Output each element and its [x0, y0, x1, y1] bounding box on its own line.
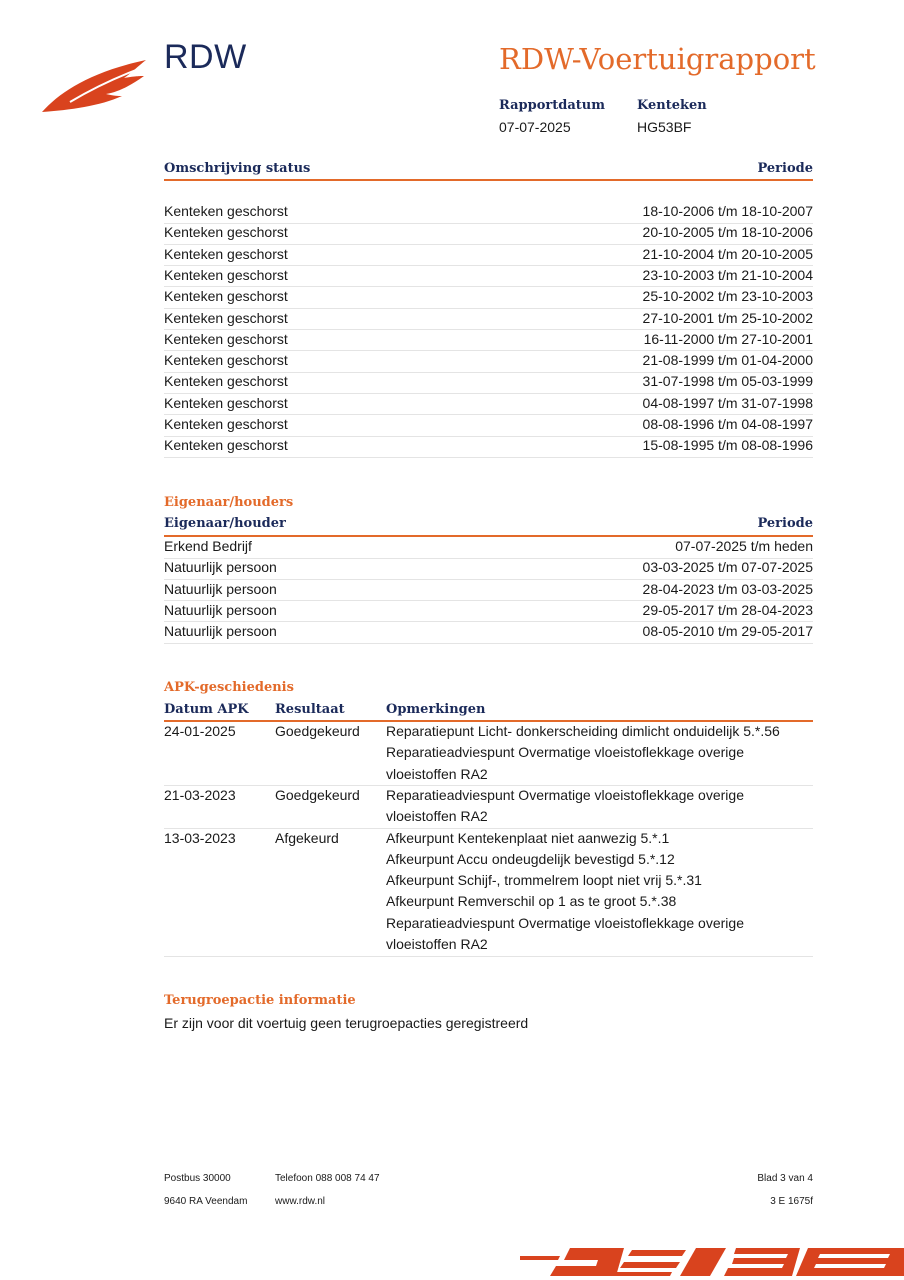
status-description: Kenteken geschorst — [164, 266, 288, 283]
status-header-rule — [164, 179, 813, 181]
apk-col-result: Resultaat — [275, 702, 345, 717]
owners-col-period: Periode — [757, 516, 813, 531]
apk-remark: Reparatieadviespunt Overmatige vloeistoflekkage overige — [386, 744, 744, 761]
owner-period: 03-03-2025 t/m 07-07-2025 — [642, 559, 813, 576]
apk-result: Goedgekeurd — [275, 723, 360, 739]
footer-code: 3 E 1675f — [770, 1196, 813, 1207]
status-period: 15-08-1995 t/m 08-08-1996 — [642, 437, 813, 454]
apk-result: Goedgekeurd — [275, 786, 360, 803]
status-description: Kenteken geschorst — [164, 224, 288, 241]
status-description: Kenteken geschorst — [164, 437, 288, 454]
report-date: 07-07-2025 — [499, 119, 571, 135]
owners-section-title: Eigenaar/houders — [164, 495, 294, 510]
status-period: 16-11-2000 t/m 27-10-2001 — [643, 330, 813, 347]
apk-col-remarks: Opmerkingen — [386, 702, 486, 717]
status-period: 27-10-2001 t/m 25-10-2002 — [642, 309, 813, 326]
apk-date: 13-03-2023 — [164, 829, 236, 846]
owners-header-rule — [164, 535, 813, 537]
apk-date: 24-01-2025 — [164, 723, 236, 739]
status-period: 18-10-2006 t/m 18-10-2007 — [642, 203, 813, 219]
owner-period: 28-04-2023 t/m 03-03-2025 — [642, 580, 813, 597]
logo-text: RDW — [164, 38, 247, 76]
apk-date: 21-03-2023 — [164, 786, 236, 803]
status-row-divider — [164, 457, 813, 458]
status-col-period: Periode — [757, 161, 813, 176]
status-period: 20-10-2005 t/m 18-10-2006 — [642, 224, 813, 241]
footer-phone: Telefoon 088 008 74 47 — [275, 1173, 380, 1184]
plate-label: Kenteken — [637, 98, 707, 113]
status-description: Kenteken geschorst — [164, 416, 288, 432]
status-description: Kenteken geschorst — [164, 309, 288, 326]
recall-section-title: Terugroepactie informatie — [164, 993, 356, 1008]
plate-number: HG53BF — [637, 119, 692, 135]
owner-name: Natuurlijk persoon — [164, 623, 277, 640]
owner-row-divider — [164, 643, 813, 644]
apk-remark: Afkeurpunt Kentekenplaat niet aanwezig 5.*.1 — [386, 829, 670, 846]
apk-remark: Reparatieadviespunt Overmatige vloeistoflekkage overige — [386, 914, 744, 931]
footer-city: 9640 RA Veendam — [164, 1196, 248, 1207]
apk-remark: vloeistoffen RA2 — [386, 765, 488, 782]
apk-header-rule — [164, 720, 813, 722]
owner-name: Natuurlijk persoon — [164, 601, 277, 618]
apk-result: Afgekeurd — [275, 829, 339, 846]
footer-page-number: Blad 3 van 4 — [757, 1173, 813, 1184]
status-description: Kenteken geschorst — [164, 245, 288, 262]
apk-remark: Afkeurpunt Accu ondeugdelijk bevestigd 5.*.12 — [386, 850, 675, 867]
owner-name: Natuurlijk persoon — [164, 559, 277, 576]
owner-period: 29-05-2017 t/m 28-04-2023 — [642, 601, 813, 618]
apk-remark: vloeistoffen RA2 — [386, 936, 488, 952]
apk-remark: Afkeurpunt Remverschil op 1 as te groot 5.*.38 — [386, 893, 677, 910]
status-description: Kenteken geschorst — [164, 203, 288, 219]
owner-name: Erkend Bedrijf — [164, 538, 252, 554]
status-period: 31-07-1998 t/m 05-03-1999 — [642, 373, 813, 390]
footer-website[interactable]: www.rdw.nl — [275, 1196, 326, 1207]
apk-remark: Reparatieadviespunt Overmatige vloeistoflekkage overige — [386, 786, 744, 803]
status-period: 25-10-2002 t/m 23-10-2003 — [642, 288, 813, 305]
status-description: Kenteken geschorst — [164, 373, 288, 390]
owner-name: Natuurlijk persoon — [164, 580, 277, 597]
status-description: Kenteken geschorst — [164, 330, 288, 347]
status-period: 23-10-2003 t/m 21-10-2004 — [642, 266, 813, 283]
apk-remark: Reparatiepunt Licht- donkerscheiding dimlicht onduidelijk 5.*.56 — [386, 723, 780, 739]
recall-text: Er zijn voor dit voertuig geen terugroepacties geregistreerd — [164, 1015, 529, 1031]
status-period: 21-10-2004 t/m 20-10-2005 — [642, 245, 813, 262]
status-period: 08-08-1996 t/m 04-08-1997 — [642, 416, 813, 432]
apk-remark: vloeistoffen RA2 — [386, 808, 488, 825]
apk-row-divider — [164, 956, 813, 957]
apk-section-title: APK-geschiedenis — [164, 680, 294, 695]
status-description: Kenteken geschorst — [164, 288, 288, 305]
status-period: 21-08-1999 t/m 01-04-2000 — [642, 352, 813, 369]
status-col-description: Omschrijving status — [164, 161, 311, 176]
status-period: 04-08-1997 t/m 31-07-1998 — [642, 394, 813, 411]
footer-postbus: Postbus 30000 — [164, 1173, 231, 1184]
decorative-stripes-icon — [520, 1244, 904, 1280]
report-date-label: Rapportdatum — [499, 98, 605, 113]
apk-remark: Afkeurpunt Schijf-, trommelrem loopt niet vrij 5.*.31 — [386, 872, 702, 889]
owner-period: 07-07-2025 t/m heden — [675, 538, 813, 554]
rdw-logo-icon — [40, 52, 150, 114]
apk-col-date: Datum APK — [164, 702, 249, 717]
status-description: Kenteken geschorst — [164, 394, 288, 411]
owner-period: 08-05-2010 t/m 29-05-2017 — [642, 623, 813, 640]
status-description: Kenteken geschorst — [164, 352, 288, 369]
owners-col-owner: Eigenaar/houder — [164, 516, 286, 531]
report-title: RDW-Voertuigrapport — [499, 42, 816, 76]
